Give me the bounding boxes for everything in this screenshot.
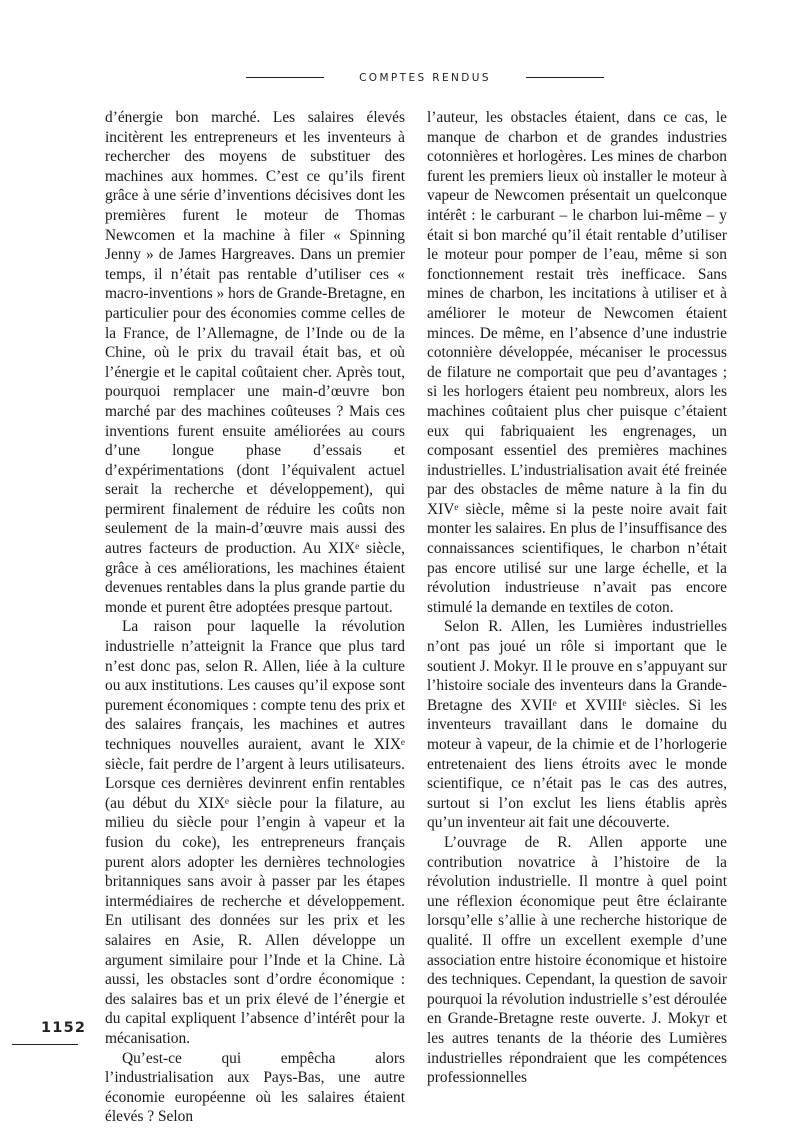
left-text-column <box>105 108 405 1127</box>
header-rule-right <box>526 77 604 78</box>
page-folio <box>12 1018 87 1048</box>
paragraph: L’ouvrage de R. Allen apporte une contribution novatrice à l’histoire de la révolution industrielle. Il montre à quel point une réflexion économique peut être éclairante lorsqu’elle s’allie à une recherche historique de qualité. Il offre un excellent exemple d’une association entre histoire économique et histoire des techniques. Cependant, la question de savoir pourquoi la révolution industrielle s’est déroulée en Grande-Bretagne reste ouverte. J. Mokyr et les autres tenants de la théorie des Lumières industrielles répondraient que les compétences professionnelles <box>427 833 727 1087</box>
paragraph: d’énergie bon marché. Les salaires élevés incitèrent les entrepreneurs et les inventeurs à rechercher des moyens de substituer des machines aux hommes. C’est ce qu’ils firent grâce à une série d’inventions décisives dont les premières furent le moteur de Thomas Newcomen et la machine à filer « Spinning Jenny » de James Hargreaves. Dans un premier temps, il n’était pas rentable d’utiliser ces « macro-inventions » hors de Grande-Bretagne, en particulier pour des économies comme celles de la France, de l’Allemagne, de l’Inde ou de la Chine, où le prix du travail était bas, et où l’énergie et le capital coûtaient cher. Après tout, pourquoi remplacer une main-d’œuvre bon marché par des machines coûteuses ? Mais ces inventions furent ensuite améliorées au cours d’une longue phase d’essais et d’expérimentations (dont l’équivalent actuel serait la recherche et développement), qui permirent finalement de réduire les coûts non seulement de la main-d’œuvre mais aussi des autres facteurs de production. Au XIXᵉ siècle, grâce à ces améliorations, les machines étaient devenues rentables dans la plus grande partie du monde et purent être adoptées presque partout. <box>105 109 406 616</box>
right-text-column <box>427 108 727 1088</box>
running-header <box>246 68 604 88</box>
running-header-title: COMPTES RENDUS <box>359 72 491 84</box>
paragraph: l’auteur, les obstacles étaient, dans ce cas, le manque de charbon et de grandes industries cotonnières et horlogères. Les mines de charbon furent les premiers lieux où installer le moteur à vapeur de Newcomen présentait un quelconque intérêt : le carburant – le charbon lui-même – y était si bon marché qu’il était rentable d’utiliser le moteur pour pomper de l’eau, même si son fonctionnement restait très inefficace. Sans mines de charbon, les incitations à utiliser et à améliorer le moteur de Newcomen étaient minces. De même, en l’absence d’une industrie cotonnière développée, mécaniser le processus de filature ne comportait que peu d’avantages ; si les horlogers étaient peu nombreux, alors les machines coûtaient plus cher puisque c’étaient eux qui fabriquaient les engrenages, un composant essentiel des premières machines industrielles. L’industrialisation avait été freinée par des obstacles de même nature à la fin du XIVᵉ siècle, même si la peste noire avait fait monter les salaires. En plus de l’insuffisance des connaissances scientifiques, le charbon n’était pas encore utilisé sur une large échelle, et la révolution industrieuse n’avait pas encore stimulé la demande en textiles de coton. <box>427 109 727 616</box>
paragraph: Qu’est-ce qui empêcha alors l’industrialisation aux Pays-Bas, une autre économie européenne où les salaires étaient élevés ? Selon <box>105 1049 405 1126</box>
paragraph: Selon R. Allen, les Lumières industrielles n’ont pas joué un rôle si important que le soutient J. Mokyr. Il le prouve en s’appuyant sur l’histoire sociale des inventeurs dans la Grande-Bretagne des XVIIᵉ et XVIIIᵉ siècles. Si les inventeurs travaillant dans le domaine du moteur à vapeur, de la chimie et de l’horlogerie entretenaient des liens étroits avec le monde scientifique, ce n’était pas le cas des autres, surtout si l’on exclut les liens établis après qu’un inventeur ait fait une découverte. <box>427 618 727 832</box>
paragraph: La raison pour laquelle la révolution industrielle n’atteignit la France que plus tard n’est donc pas, selon R. Allen, liée à la culture ou aux institutions. Les causes qu’il expose sont purement économiques : compte tenu des prix et des salaires français, les machines et autres techniques nouvelles auraient, avant le XIXᵉ siècle, fait perdre de l’argent à leurs utilisateurs. Lorsque ces dernières devinrent enfin rentables (au début du XIXᵉ siècle pour la filature, au milieu du siècle pour l’engin à vapeur et la fusion du coke), les entrepreneurs français purent alors adopter les dernières technologies britanniques sans avoir à passer par les étapes intermédiaires de recherche et développement. En utilisant des données sur les prix et les salaires en Asie, R. Allen développe un argument similaire pour l’Inde et la Chine. Là aussi, les obstacles sont d’ordre économique : des salaires bas et un prix élevé de l’énergie et du capital expliquent l’absence d’intérêt pour la mécanisation. <box>105 618 405 1047</box>
folio-rule <box>12 1044 78 1045</box>
page-number: 1152 <box>41 1020 87 1036</box>
